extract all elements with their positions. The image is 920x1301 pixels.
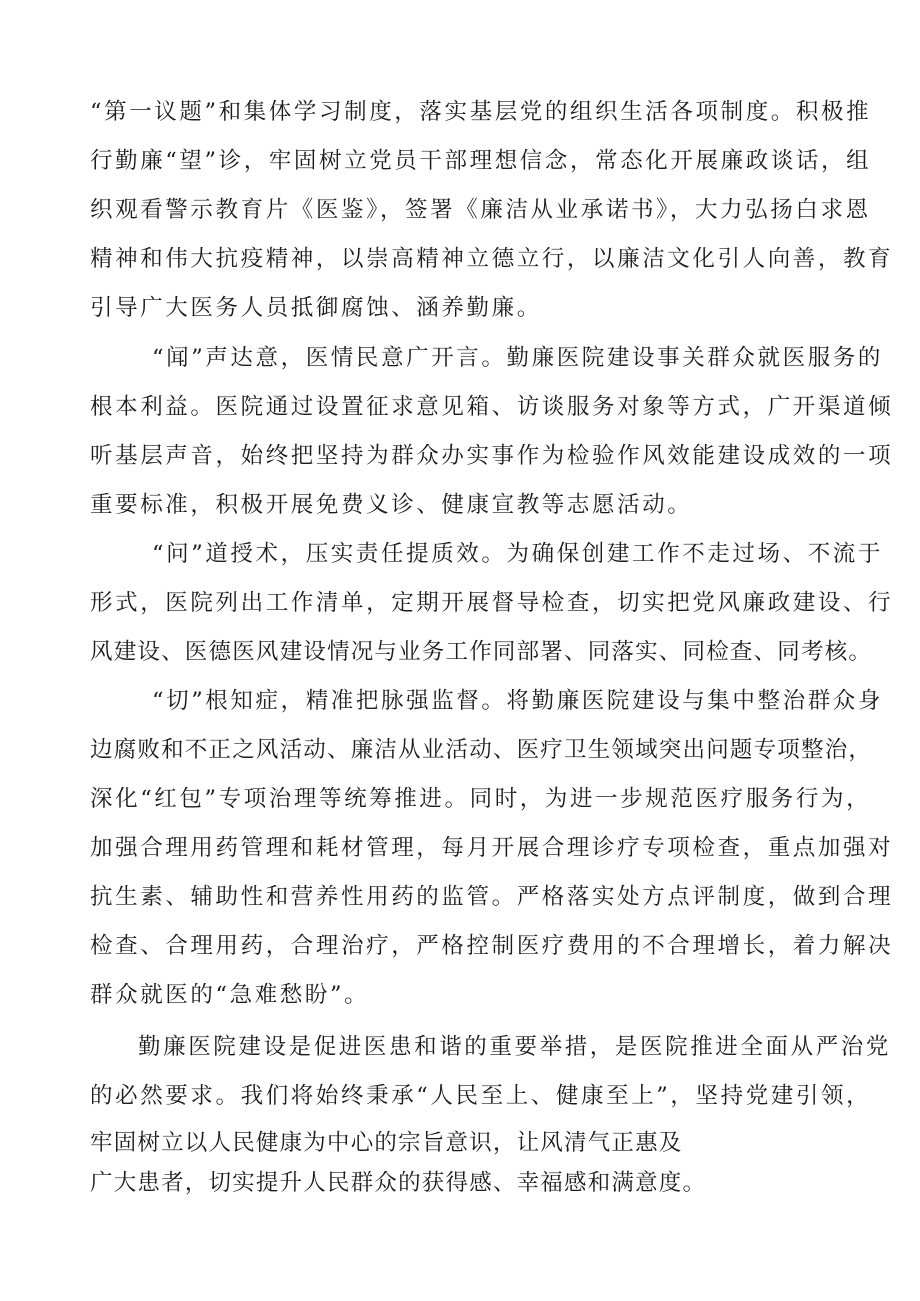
- paragraph-2-line-2: 根本利益。医院通过设置征求意见箱、访谈服务对象等方式，广开渠道倾: [90, 394, 894, 420]
- paragraph-1-line-5: 引导广大医务人员抵御腐蚀、涵养勤廉。: [90, 295, 542, 321]
- paragraph-4-line-6: 检查、合理用药，合理治疗，严格控制医疗费用的不合理增长，着力解决: [90, 933, 894, 959]
- paragraph-2-line-4: 重要标准，积极开展免费义诊、健康宣教等志愿活动。: [90, 492, 693, 518]
- paragraph-5-line-2: 的必然要求。我们将始终秉承“人民至上、健康至上”，坚持党建引领，: [90, 1083, 872, 1109]
- paragraph-3-line-3: 风建设、医德医风建设情况与业务工作同部署、同落实、同检查、同考核。: [90, 639, 873, 665]
- paragraph-4-line-1: “切”根知症，精准把脉强监督。将勤廉医院建设与集中整治群众身: [152, 688, 884, 714]
- paragraph-5-line-3: 牢固树立以人民健康为中心的宗旨意识，让风清气正惠及: [90, 1130, 683, 1156]
- paragraph-2-line-3: 听基层声音，始终把坚持为群众办实事作为检验作风效能建设成效的一项: [90, 443, 894, 469]
- paragraph-5-line-1: 勤廉医院建设是促进医患和谐的重要举措，是医院推进全面从严治党: [138, 1034, 892, 1060]
- paragraph-1-line-2: 行勤廉“望”诊，牢固树立党员干部理想信念，常态化开展廉政谈话，组: [90, 148, 872, 174]
- paragraph-3-line-1: “问”道授术，压实责任提质效。为确保创建工作不走过场、不流于: [152, 541, 884, 567]
- paragraph-4-line-3: 深化“红包”专项治理等统筹推进。同时，为进一步规范医疗服务行为，: [90, 786, 872, 812]
- paragraph-1-line-3: 织观看警示教育片《医鉴》，签署《廉洁从业承诺书》，大力弘扬白求恩: [90, 197, 871, 223]
- paragraph-5-line-4: 广大患者，切实提升人民群众的获得感、幸福感和满意度。: [90, 1170, 707, 1196]
- paragraph-2-line-1: “闻”声达意，医情民意广开言。勤廉医院建设事关群众就医服务的: [152, 345, 884, 371]
- paragraph-4-line-5: 抗生素、辅助性和营养性用药的监管。严格落实处方点评制度，做到合理: [90, 884, 894, 910]
- paragraph-4-line-4: 加强合理用药管理和耗材管理，每月开展合理诊疗专项检查，重点加强对: [90, 835, 894, 861]
- paragraph-4-line-7: 群众就医的“急难愁盼”。: [90, 982, 370, 1008]
- paragraph-1-line-4: 精神和伟大抗疫精神，以崇高精神立德立行，以廉洁文化引人向善，教育: [90, 246, 894, 272]
- paragraph-3-line-2: 形式，医院列出工作清单，定期开展督导检查，切实把党风廉政建设、行: [90, 590, 894, 616]
- paragraph-4-line-2: 边腐败和不正之风活动、廉洁从业活动、医疗卫生领域突出问题专项整治，: [90, 737, 873, 763]
- paragraph-1-line-1: “第一议题”和集体学习制度，落实基层党的组织生活各项制度。积极推: [90, 99, 872, 125]
